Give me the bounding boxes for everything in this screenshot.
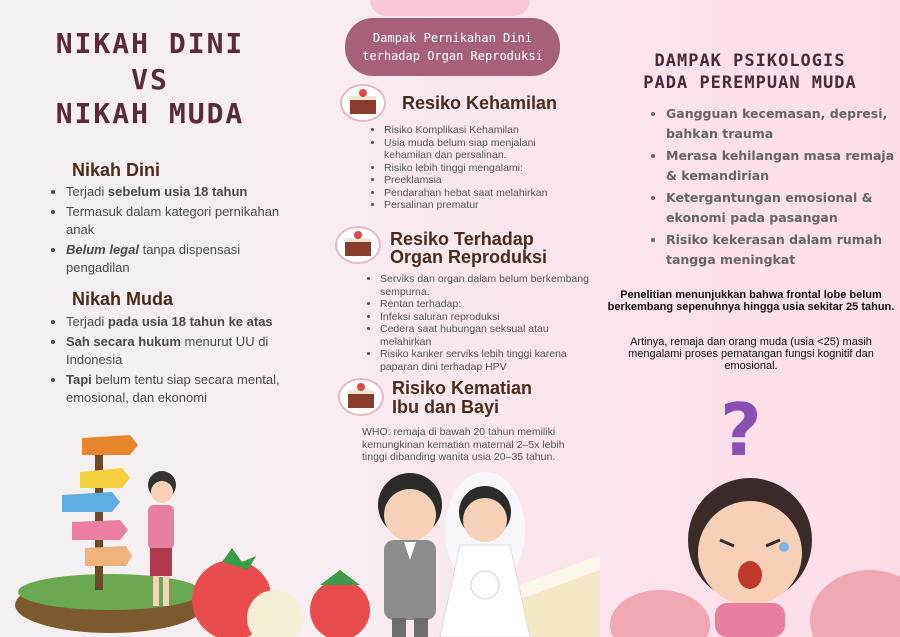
pill-line2: terhadap Organ Reproduksi — [362, 49, 543, 63]
psych-title-line1: DAMPAK PSIKOLOGIS — [654, 51, 846, 71]
psych-title — [600, 50, 900, 94]
list-item: • Ketergantungan emosional & ekonomi pada pasangan — [666, 188, 900, 228]
organ-title-line1: Resiko Terhadap — [390, 229, 534, 249]
list-item: • Terjadi pada usia 18 tahun ke atas — [66, 313, 286, 331]
right-column — [600, 0, 900, 637]
middle-column — [300, 0, 600, 637]
cake-icon — [340, 84, 386, 122]
nikah-muda-list — [52, 313, 286, 409]
list-item: • Usia muda belum siap menjalani kehamilan dan persalinan. — [384, 137, 584, 162]
psych-title-line2: PADA PEREMPUAN MUDA — [643, 73, 857, 93]
kematian-title-line2: Ibu dan Bayi — [392, 397, 500, 417]
list-item: • Infeksi saluran reproduksi — [380, 311, 590, 324]
list-item: • Sah secara hukum menurut UU di Indonesia — [66, 333, 286, 369]
worried-girl-illustration — [600, 388, 900, 637]
cake-icon — [338, 378, 384, 416]
list-item: • Cedera saat hubungan seksual atau melahirkan — [380, 323, 590, 348]
wedding-couple-illustration — [300, 460, 600, 637]
left-column — [0, 0, 290, 637]
list-item: • Rentan terhadap: — [380, 298, 590, 311]
kehamilan-title: Resiko Kehamilan — [402, 93, 558, 113]
list-item: • Preeklamsia — [384, 174, 584, 187]
list-item: • Termasuk dalam kategori pernikahan anak — [66, 203, 286, 239]
nikah-muda-heading: Nikah Muda — [72, 289, 174, 309]
kematian-title-line1: Risiko Kematian — [392, 378, 533, 398]
list-item: • Risiko Komplikasi Kehamilan — [384, 124, 584, 137]
pill-line1: Dampak Pernikahan Dini — [373, 31, 532, 45]
main-title-line3: NIKAH MUDA — [55, 97, 245, 130]
list-item: • Risiko kekerasan dalam rumah tangga meningkat — [666, 230, 900, 270]
organ-list — [368, 273, 590, 373]
list-item: • Pendarahan hebat saat melahirkan — [384, 187, 584, 200]
question-mark-icon: ? — [720, 388, 762, 472]
list-item: • Tapi belum tentu siap secara mental, emosional, dan ekonomi — [66, 371, 286, 407]
list-item: • Gangguan kecemasan, depresi, bahkan trauma — [666, 104, 900, 144]
list-item: • Merasa kehilangan masa remaja & kemandirian — [666, 146, 900, 186]
organ-title-line2: Organ Reproduksi — [390, 247, 548, 267]
research-explanation: Artinya, remaja dan orang muda (usia <25) masih mengalami proses pematangan fungsi kognitif dan emosional. — [628, 336, 874, 372]
nikah-dini-list — [52, 183, 286, 279]
nikah-dini-heading: Nikah Dini — [72, 160, 161, 180]
middle-title-pill — [345, 18, 560, 76]
research-statement: Penelitian menunjukkan bahwa frontal lobe belum berkembang sepenuhnya hingga usia sekitar 25 tahun. — [607, 289, 895, 313]
list-item: • Belum legal tanpa dispensasi pengadilan — [66, 241, 286, 277]
psych-list — [650, 104, 900, 272]
kehamilan-list — [372, 124, 584, 212]
main-title-line1: NIKAH DINI — [55, 27, 245, 60]
signpost-girl-illustration — [0, 430, 290, 637]
list-item: • Risiko kanker serviks lebih tinggi karena paparan dini terhadap HPV — [380, 348, 590, 373]
who-statement: WHO: remaja di bawah 20 tahun memiliki kemungkinan kematian maternal 2–5x lebih tinggi dibanding wanita usia 20–35 tahun. — [362, 426, 565, 463]
main-title-line2: VS — [131, 63, 169, 96]
list-item: • Persalinan prematur — [384, 199, 584, 212]
list-item: • Terjadi sebelum usia 18 tahun — [66, 183, 286, 201]
list-item: • Risiko lebih tinggi mengalami: — [384, 162, 584, 175]
decor-top — [370, 0, 530, 16]
cake-icon — [335, 226, 381, 264]
list-item: • Serviks dan organ dalam belum berkembang sempurna. — [380, 273, 590, 298]
